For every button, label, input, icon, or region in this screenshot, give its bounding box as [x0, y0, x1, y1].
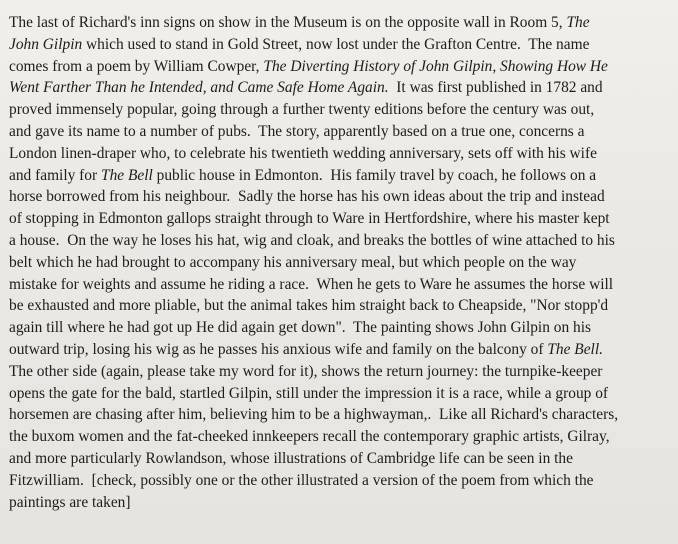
text-run: outward trip, losing his wig as he passes his anxious wife and family on the balcony of: [9, 340, 548, 358]
text-line: [9, 295, 673, 317]
text-run: of stopping in Edmonton gallops straight through to Ware in Hertfordshire, where his master kept: [9, 210, 610, 228]
italic-text-run: Went Farther Than he Intended, and Came Safe Home Again.: [9, 79, 389, 97]
text-run: opens the gate for the bald, startled Gilpin, still under the impression it is a race, while a group of: [9, 384, 609, 402]
text-line: [9, 492, 673, 514]
text-run: horse borrowed from his neighbour. Sadly the horse has his own ideas about the trip and instead: [9, 188, 605, 206]
text-run: paintings are taken]: [9, 493, 131, 511]
text-run: mistake for weights and assume he riding a race. When he gets to Ware he assumes the horse will: [9, 275, 614, 293]
text-line: [9, 383, 673, 405]
text-run: again till where he had got up He did again get down". The painting shows John Gilpin on his: [9, 319, 592, 337]
italic-text-run: John Gilpin: [9, 35, 83, 53]
text-run: the buxom women and the fat-cheeked innkeepers recall the contemporary graphic artists, Gilray,: [9, 428, 610, 446]
italic-text-run: The Bell.: [547, 340, 603, 358]
text-line: [9, 448, 673, 470]
text-line: [9, 143, 673, 165]
italic-text-run: The Bell: [101, 166, 153, 184]
text-run: be exhausted and more pliable, but the animal takes him straight back to Cheapside, "Nor stopp'd: [9, 297, 609, 315]
text-line: [9, 56, 673, 78]
text-line: [9, 274, 673, 296]
text-line: [9, 121, 673, 143]
text-line: [9, 339, 673, 361]
text-line: [9, 426, 673, 448]
text-line: [9, 165, 673, 187]
text-line: [9, 361, 673, 383]
text-run: a house. On the way he loses his hat, wig and cloak, and breaks the bottles of wine attached to his: [9, 231, 615, 249]
text-line: [9, 208, 673, 230]
text-run: belt which he had brought to accompany his anniversary meal, but which people on the way: [9, 253, 577, 271]
text-run: public house in Edmonton. His family travel by coach, he follows on a: [152, 166, 597, 184]
text-run: Fitzwilliam. [check, possibly one or the other illustrated a version of the poem from which the: [9, 471, 594, 489]
text-run: The last of Richard's inn signs on show in the Museum is on the opposite wall in Room 5,: [9, 14, 567, 31]
text-run: and more particularly Rowlandson, whose illustrations of Cambridge life can be seen in the: [9, 449, 573, 467]
text-run: and gave its name to a number of pubs. The story, apparently based on a true one, concerns a: [9, 122, 585, 140]
text-line: [9, 77, 673, 99]
text-line: [9, 252, 673, 274]
text-line: [9, 186, 673, 208]
text-line: [9, 12, 673, 34]
text-line: [9, 317, 673, 339]
text-run: It was first published in 1782 and: [388, 79, 603, 97]
text-line: [9, 99, 673, 121]
italic-text-run: The Diverting History of John Gilpin, Showing How He: [263, 57, 608, 75]
text-run: London linen-draper who, to celebrate his twentieth wedding anniversary, sets off with his wife: [9, 144, 597, 162]
text-run: and family for: [9, 166, 102, 184]
text-run: The other side (again, please take my word for it), shows the return journey: the turnpike-keeper: [9, 362, 603, 380]
text-line: [9, 470, 673, 492]
text-run: horsemen are chasing after him, believing him to be a highwayman,. Like all Richard's characters,: [9, 406, 619, 424]
italic-text-run: The: [566, 14, 590, 31]
text-line: [9, 404, 673, 426]
text-line: [9, 230, 673, 252]
body-paragraph: [9, 12, 678, 513]
text-run: proved immensely popular, going through a further twenty editions before the century was out,: [9, 101, 595, 119]
text-run: comes from a poem by William Cowper,: [9, 57, 264, 75]
text-run: which used to stand in Gold Street, now lost under the Grafton Centre. The name: [82, 35, 590, 53]
text-line: [9, 34, 673, 56]
